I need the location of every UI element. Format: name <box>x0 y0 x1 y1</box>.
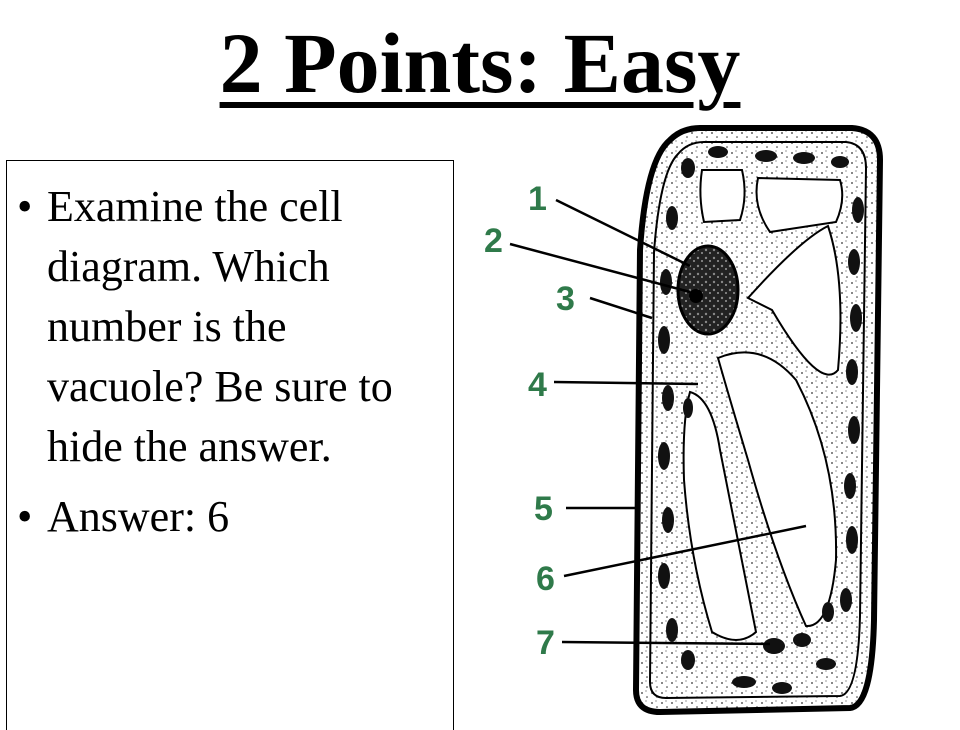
bullet-question <box>7 177 453 477</box>
label-6: 6 <box>536 560 555 598</box>
bullet-dot-icon: • <box>17 492 33 541</box>
bullet-list <box>7 161 453 547</box>
plant-cell-diagram <box>470 108 960 720</box>
question-text: Examine the cell diagram. Which number is the vacuole? Be sure to hide the answer. <box>47 182 393 471</box>
label-2: 2 <box>484 222 503 260</box>
bullet-dot-icon: • <box>17 182 33 231</box>
bullet-answer <box>7 487 453 547</box>
answer-text: Answer: 6 <box>47 492 230 541</box>
label-4: 4 <box>528 366 547 404</box>
label-5: 5 <box>534 490 553 528</box>
slide-title: 2 Points: Easy <box>219 15 741 111</box>
label-3: 3 <box>556 280 575 318</box>
label-7: 7 <box>536 624 555 662</box>
label-1: 1 <box>528 180 547 218</box>
nucleolus <box>689 289 703 303</box>
text-box <box>6 160 454 730</box>
